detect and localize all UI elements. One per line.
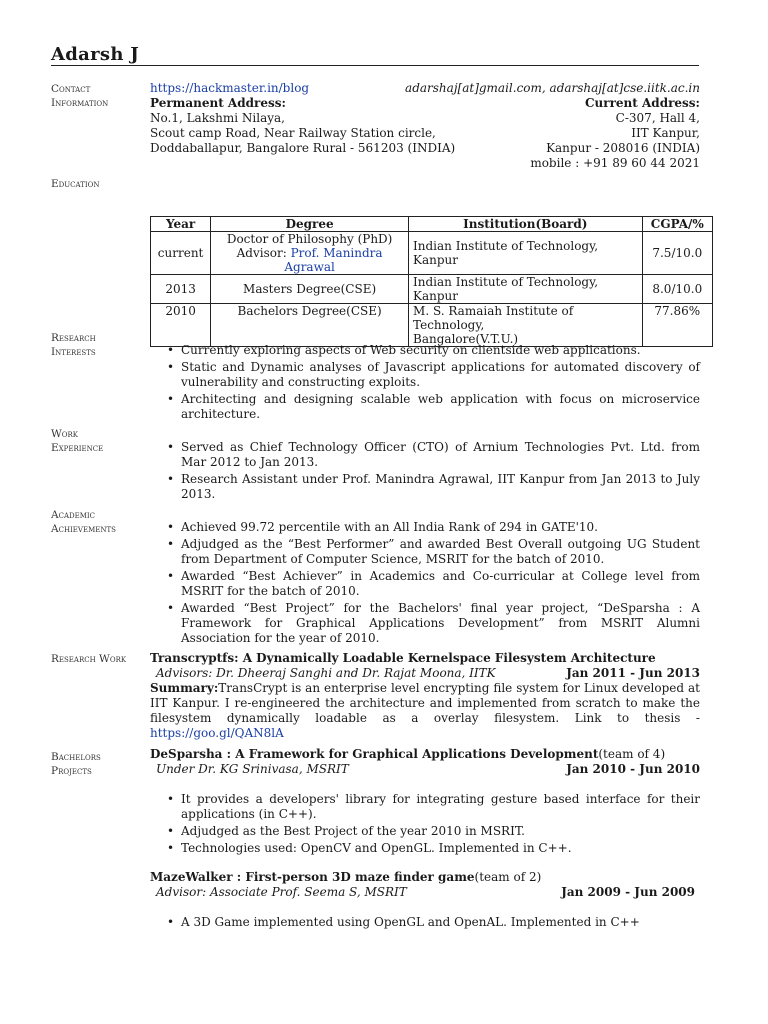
section-label-bachelors: Bachelors Projects [51,751,101,777]
resume-name: Adarsh J [51,44,140,65]
list-item: • Research Assistant under Prof. Manindra Agrawal, IIT Kanpur from Jan 2013 to July 2013. [167,472,700,502]
list-item: • Served as Chief Technology Officer (CTO) of Arnium Technologies Pvt. Ltd. from Mar 2012 to Jan 2013. [167,440,700,470]
list-item: • Architecting and designing scalable web application with focus on microservice architecture. [167,392,700,422]
thesis-link[interactable]: https://goo.gl/QAN8lA [150,726,284,740]
table-row: 2013 Masters Degree(CSE) Indian Institute of Technology, Kanpur 8.0/10.0 [151,275,713,304]
current-address: Current Address: C-307, Hall 4, IIT Kanpur, Kanpur - 208016 (INDIA) mobile : +91 89 60 44 2021 [530,96,700,170]
list-item: • It provides a developers' library for integrating gesture based interface for their applications (in C++). [167,792,700,822]
table-row: 2010 Bachelors Degree(CSE) M. S. Ramaiah Institute of Technology, Bangalore(V.T.U.) 77.86% [151,304,713,347]
contact-block [150,81,700,171]
section-label-academic: Academic Achievements [51,509,116,535]
list-item: • Adjudged as the Best Project of the year 2010 in MSRIT. [167,824,700,839]
academic-list [150,520,700,648]
list-item: • Technologies used: OpenCV and OpenGL. Implemented in C++. [167,841,700,856]
advisor-link[interactable]: Prof. Manindra Agrawal [284,246,383,274]
table-header-row: Year Degree Institution(Board) CGPA/% [151,217,713,232]
section-label-work: Work Experience [51,428,104,454]
list-item: • Awarded “Best Achiever” in Academics and Co-curricular at College level from MSRIT for the batch of 2010. [167,569,700,599]
permanent-address: Permanent Address: No.1, Lakshmi Nilaya, Scout camp Road, Near Railway Station circle, Doddaballapur, Bangalore Rural - 561203 (INDIA) [150,96,456,155]
section-label-education: Education [51,178,100,190]
email-addresses: adarshaj[at]gmail.com, adarshaj[at]cse.iitk.ac.in [405,81,700,95]
project-title: DeSparsha : A Framework for Graphical Applications Development [150,747,599,761]
list-item: • Awarded “Best Project” for the Bachelors' final year project, “DeSparsha : A Framework for Graphical Applications Development” from MSRIT Alumni Association for the year of 2010. [167,601,700,646]
education-table-wrap [150,216,704,347]
list-item: • Currently exploring aspects of Web security on clientside web applications. [167,343,700,358]
research-interests-list [150,343,700,424]
education-table [150,216,713,347]
blog-link[interactable]: https://hackmaster.in/blog [150,81,310,95]
work-list [150,440,700,504]
research-work-block: Transcryptfs: A Dynamically Loadable Kernelspace Filesystem Architecture Advisors: Dr. Dheeraj Sanghi and Dr. Rajat Moona, IITK Jan 2011 - Jun 2013 Summary:TransCrypt is an enterprise level encrypting file system for Linux developed at IIT Kanpur. I re-engineered the architecture and implemented from scratch to make the filesystem dynamically loadable as a overlay filesystem. Link to thesis - https://goo.gl/QAN8lA [150,651,700,740]
project-title: Transcryptfs: A Dynamically Loadable Kernelspace Filesystem Architecture [150,651,656,665]
list-item: • Adjudged as the “Best Performer” and awarded Best Overall outgoing UG Student from Department of Computer Science, MSRIT for the batch of 2010. [167,537,700,567]
list-item: • Achieved 99.72 percentile with an All India Rank of 294 in GATE'10. [167,520,700,535]
header-rule [51,65,699,66]
table-row: current Doctor of Philosophy (PhD) Advisor: Prof. Manindra Agrawal Indian Institute of Technology, Kanpur 7.5/10.0 [151,232,713,275]
list-item: • Static and Dynamic analyses of Javascript applications for automated discovery of vulnerability and constructing exploits. [167,360,700,390]
project-title: MazeWalker : First-person 3D maze finder game [150,870,475,884]
section-label-contact: Contact Information [51,83,109,109]
list-item: • A 3D Game implemented using OpenGL and OpenAL. Implemented in C++ [167,915,700,930]
bachelors-block: DeSparsha : A Framework for Graphical Applications Development(team of 4) Under Dr. KG Srinivasa, MSRIT Jan 2010 - Jun 2010 • It provides a developers' library for integrating gesture based interface for their applications (in C++). • Adjudged as the Best Project of the year 2010 in MSRIT. • Technologies used: OpenCV and OpenGL. Implemented in C++. MazeWalker : First-person 3D maze finder game(team of 2) Advisor: Associate Prof. Seema S, MSRIT Jan 2009 - Jun 2009 • A 3D Game implemented using OpenGL and OpenAL. Implemented in C++ [150,747,700,932]
section-label-research-work: Research Work [51,653,127,665]
section-label-research-interests: Research Interests [51,332,96,358]
